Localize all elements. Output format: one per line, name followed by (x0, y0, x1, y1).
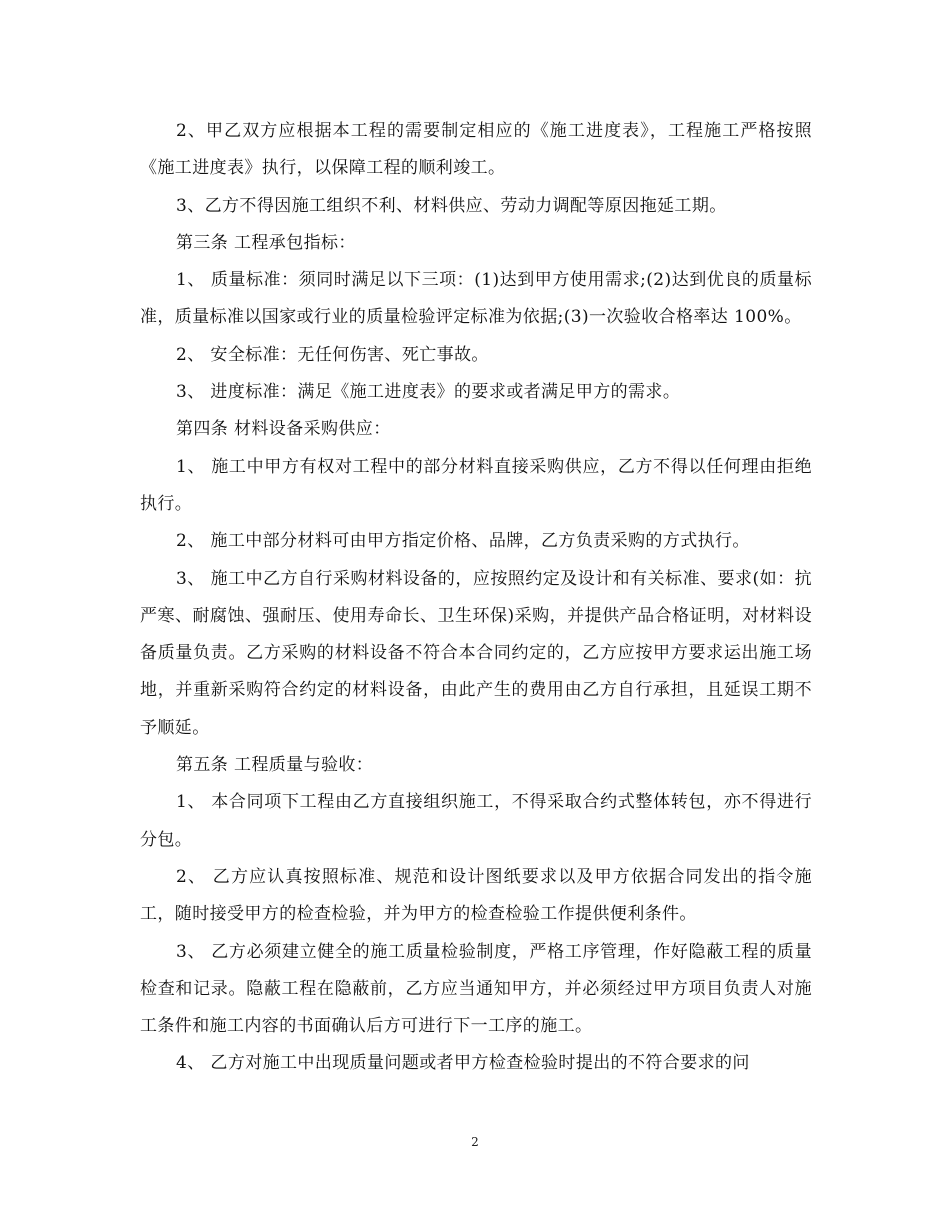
article-four-heading: 第四条 材料设备采购供应： (176, 419, 391, 440)
paragraph-specified-price: 2、 施工中部分材料可由甲方指定价格、品牌，乙方负责采购的方式执行。 (176, 531, 750, 552)
paragraph-follow-standards: 2、 乙方应认真按照标准、规范和设计图纸要求以及甲方依据合同发出的指令施工，随时接受甲方的检查检验，并为甲方的检查检验工作提供便利条件。 (140, 866, 812, 925)
paragraph-no-subcontract: 1、 本合同项下工程由乙方直接组织施工，不得采取合约式整体转包，亦不得进行分包。 (140, 792, 812, 850)
paragraph-direct-purchase: 1、 施工中甲方有权对工程中的部分材料直接采购供应，乙方不得以任何理由拒绝执行。 (140, 456, 812, 514)
paragraph-schedule-table: 2、甲乙双方应根据本工程的需要制定相应的《施工进度表》，工程施工严格按照《施工进度表》执行，以保障工程的顺利竣工。 (140, 121, 812, 179)
paragraph-quality-problems: 4、 乙方对施工中出现质量问题或者甲方检查检验时提出的不符合要求的问 (176, 1053, 750, 1074)
paragraph-no-delay: 3、乙方不得因施工组织不利、材料供应、劳动力调配等原因拖延工期。 (176, 195, 727, 216)
paragraph-quality-inspection: 3、 乙方必须建立健全的施工质量检验制度，严格工序管理，作好隐蔽工程的质量检查和记录。隐蔽工程在隐蔽前，乙方应当通知甲方，并必须经过甲方项目负责人对施工条件和施工内容的书面确认后方可进行下一工序的施工。 (140, 941, 812, 1037)
article-five-heading: 第五条 工程质量与验收： (176, 755, 374, 776)
article-three-heading: 第三条 工程承包指标： (176, 232, 356, 253)
paragraph-quality-standard: 1、 质量标准：须同时满足以下三项：(1)达到甲方使用需求;(2)达到优良的质量标准，质量标准以国家或行业的质量检验评定标准为依据;(3)一次验收合格率达 100%。 (140, 270, 812, 328)
paragraph-safety-standard: 2、 安全标准：无任何伤害、死亡事故。 (176, 344, 489, 365)
paragraph-progress-standard: 3、 进度标准：满足《施工进度表》的要求或者满足甲方的需求。 (176, 382, 681, 403)
paragraph-self-purchase: 3、 施工中乙方自行采购材料设备的，应按照约定及设计和有关标准、要求(如：抗严寒、耐腐蚀、强耐压、使用寿命长、卫生环保)采购，并提供产品合格证明，对材料设备质量负责。乙方采购的材料设备不符合本合同约定的，乙方应按甲方要求运出施工场地，并重新采购符合约定的材料设备，由此产生的费用由乙方自行承担，且延误工期不予顺延。 (140, 568, 812, 738)
page-number: 2 (471, 1135, 479, 1149)
document-body (140, 113, 812, 1083)
